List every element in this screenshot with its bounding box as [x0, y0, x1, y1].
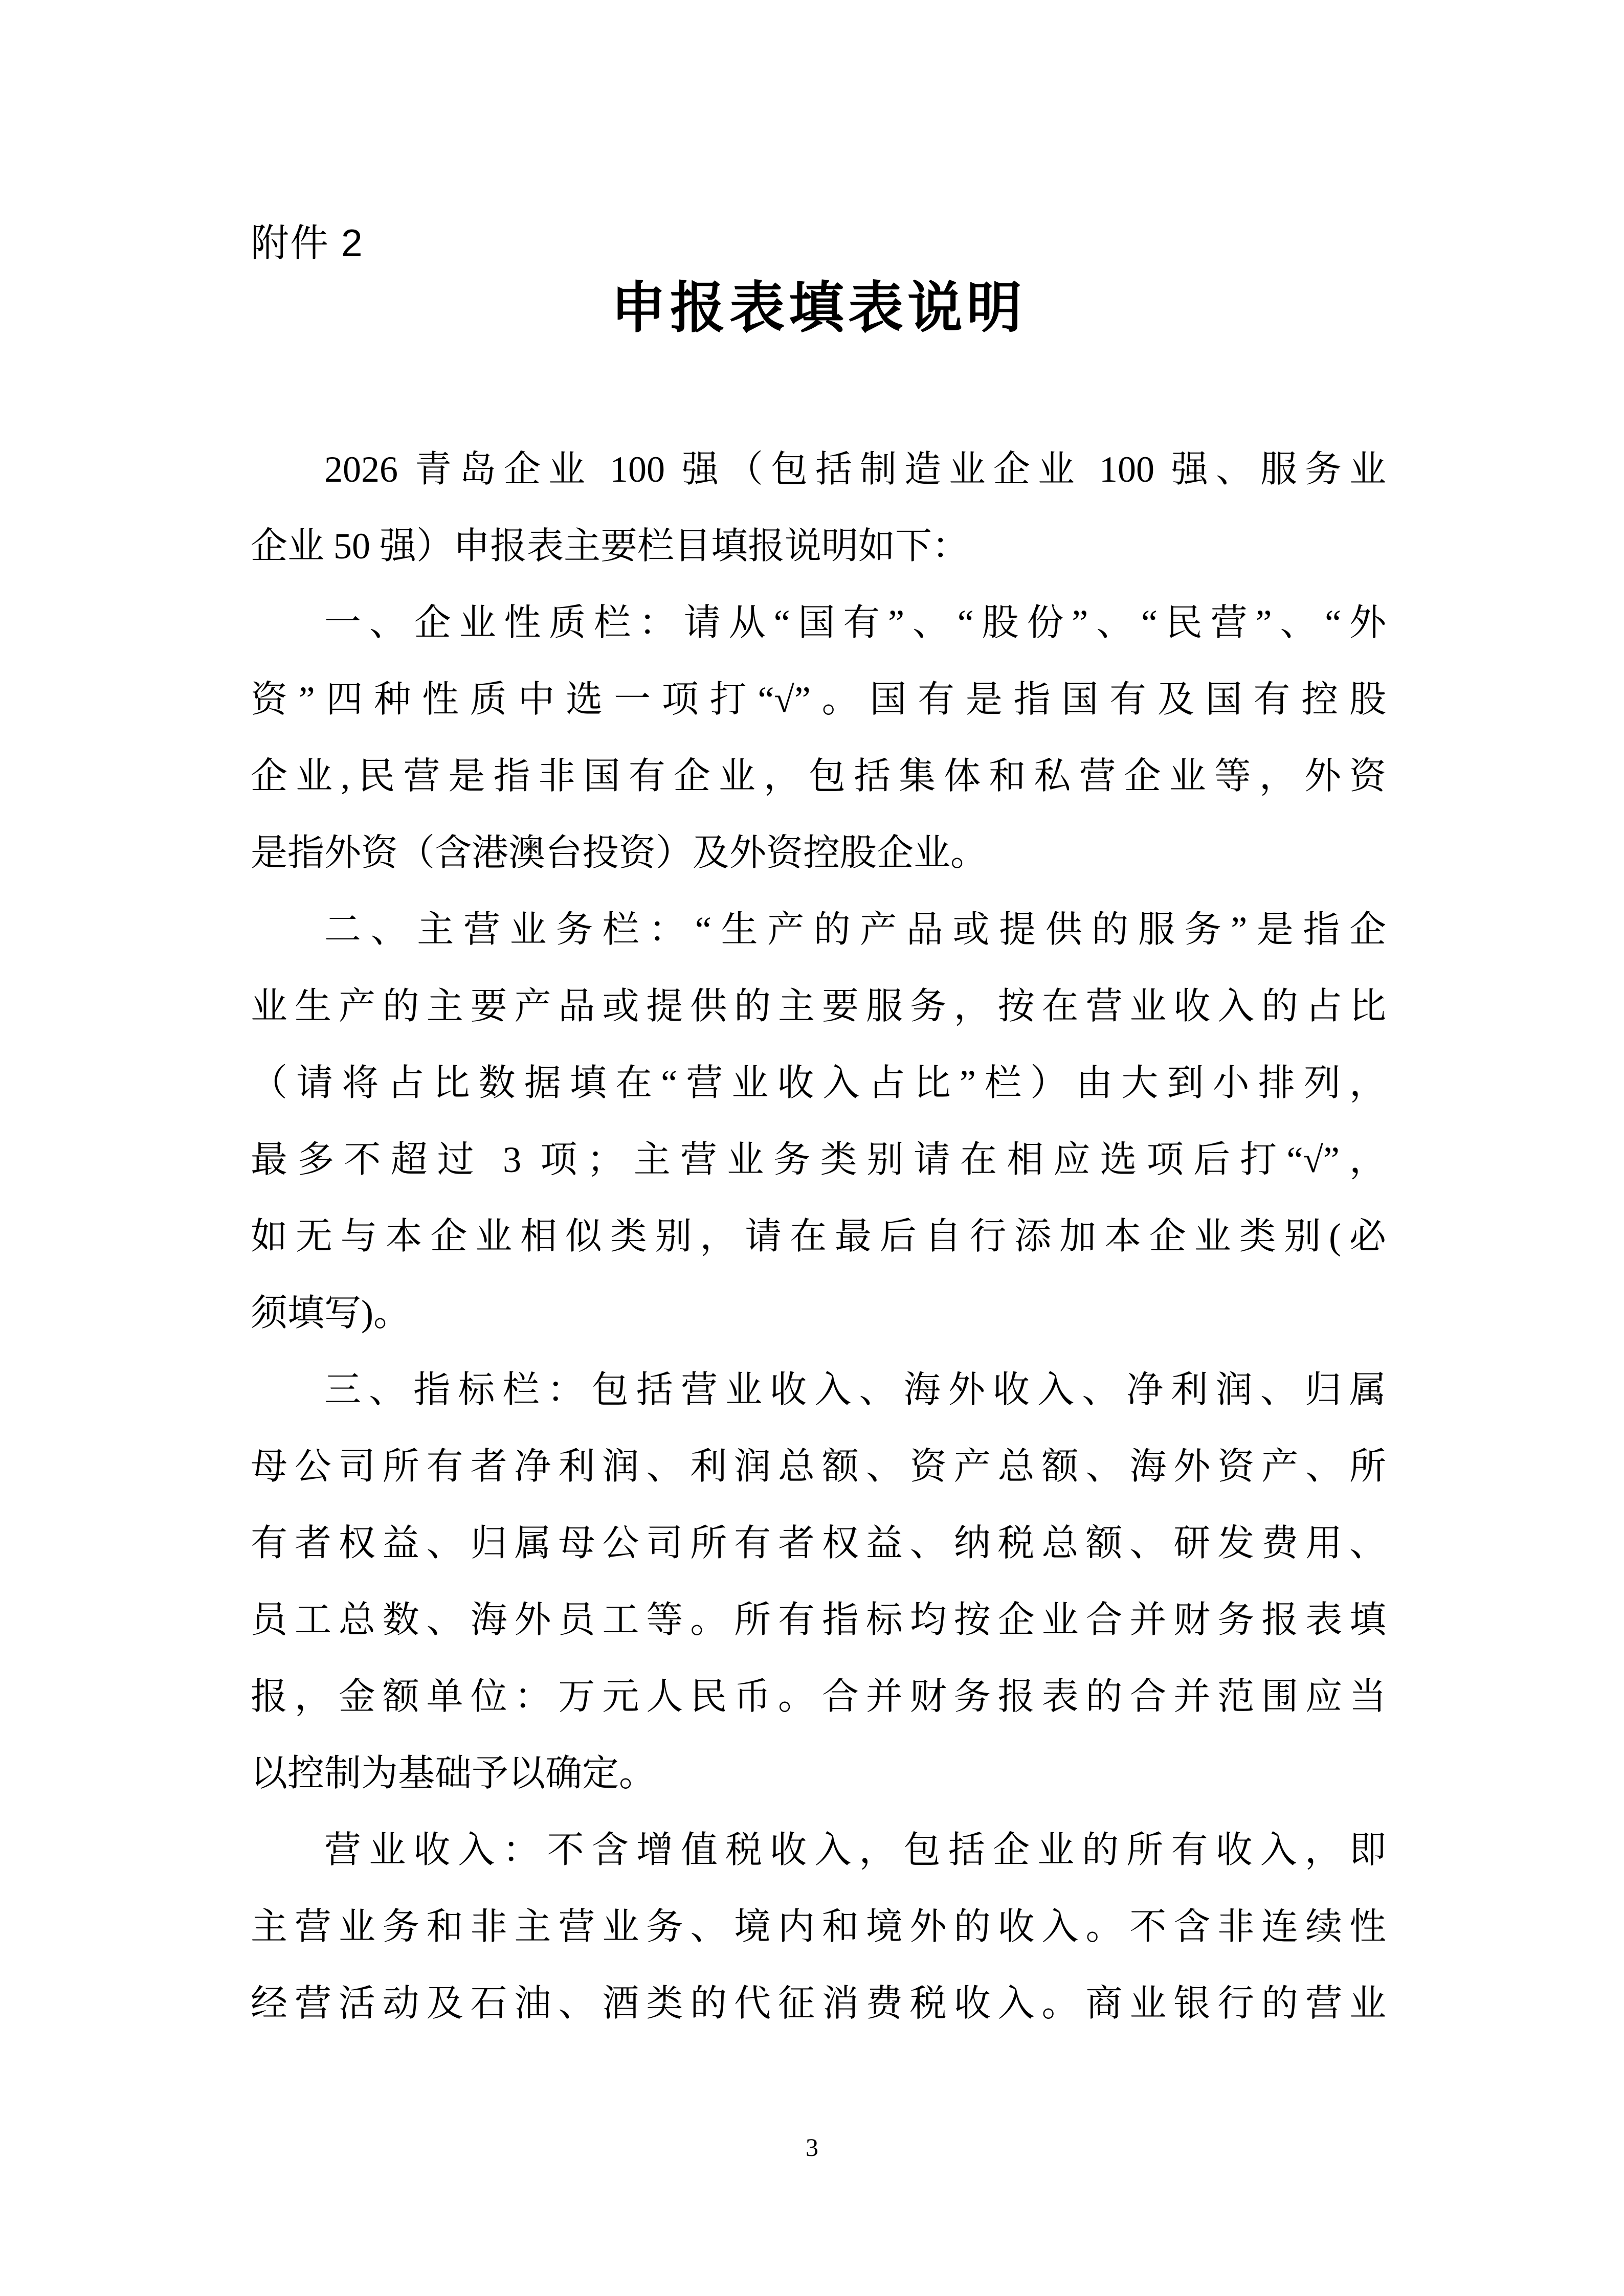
- text-line: 报，金额单位：万元人民币。合并财务报表的合并范围应当: [251, 1676, 1386, 1717]
- text-line: 企业 50 强）申报表主要栏目填报说明如下：: [251, 526, 969, 567]
- page-number: 3: [806, 2133, 818, 2162]
- text-line: 经营活动及石油、酒类的代征消费税收入。商业银行的营业: [251, 1983, 1386, 2024]
- document-body: [251, 431, 1386, 2042]
- text-line: （请将占比数据填在“营业收入占比”栏）由大到小排列，: [251, 1063, 1386, 1104]
- text-line: 业生产的主要产品或提供的主要服务，按在营业收入的占比: [251, 986, 1386, 1027]
- text-line: 三、指标栏：包括营业收入、海外收入、净利润、归属: [324, 1369, 1386, 1410]
- page-title: 申报表填表说明: [610, 278, 1026, 339]
- text-line: 员工总数、海外员工等。所有指标均按企业合并财务报表填: [251, 1600, 1386, 1640]
- text-line: 如无与本企业相似类别，请在最后自行添加本企业类别(必: [251, 1216, 1386, 1257]
- text-line: 二、主营业务栏：“生产的产品或提供的服务”是指企: [324, 909, 1386, 950]
- text-line: 营业收入：不含增值税收入，包括企业的所有收入，即: [324, 1830, 1386, 1871]
- text-line: 母公司所有者净利润、利润总额、资产总额、海外资产、所: [251, 1446, 1386, 1487]
- text-line: 须填写)。: [251, 1293, 410, 1334]
- text-line: 资”四种性质中选一项打“√”。国有是指国有及国有控股: [251, 679, 1386, 720]
- text-line: 以控制为基础予以确定。: [251, 1753, 656, 1794]
- text-line: 有者权益、归属母公司所有者权益、纳税总额、研发费用、: [251, 1523, 1386, 1564]
- text-line: 2026 青岛企业 100 强（包括制造业企业 100 强、服务业: [324, 449, 1386, 490]
- text-line: 企业,民营是指非国有企业，包括集体和私营企业等，外资: [251, 756, 1386, 797]
- text-line: 一、企业性质栏：请从“国有”、“股份”、“民营”、“外: [324, 602, 1386, 643]
- text-line: 是指外资（含港澳台投资）及外资控股企业。: [251, 832, 988, 873]
- text-line: 最多不超过 3 项；主营业务类别请在相应选项后打“√”，: [251, 1139, 1386, 1180]
- attachment-label: 附件 2: [251, 221, 364, 264]
- text-line: 主营业务和非主营业务、境内和境外的收入。不含非连续性: [251, 1906, 1386, 1947]
